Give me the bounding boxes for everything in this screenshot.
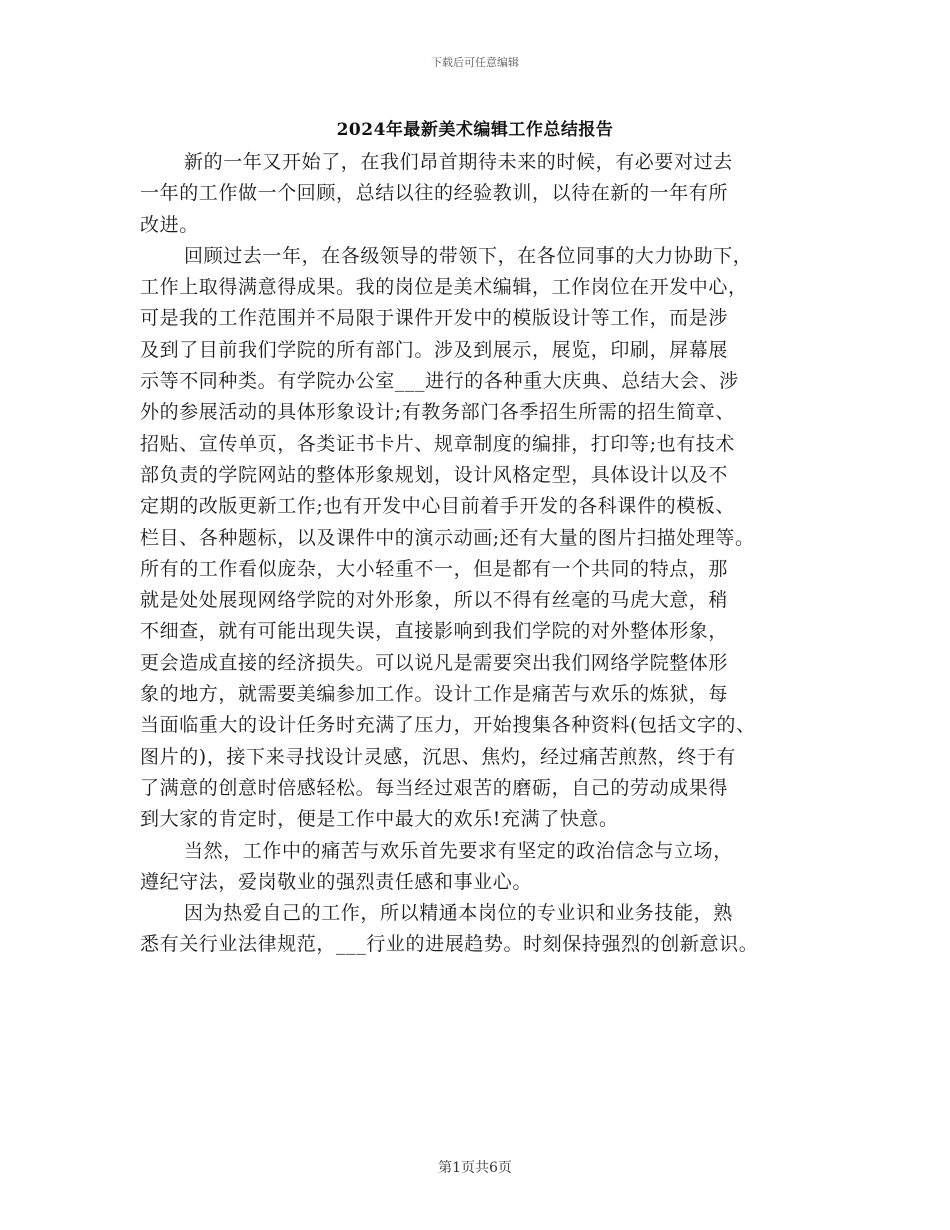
paragraph-line: 回顾过去一年，在各级领导的带领下，在各位同事的大力协助下， <box>184 244 753 267</box>
paragraph-line: 当然，工作中的痛苦与欢乐首先要求有坚定的政治信念与立场， <box>184 839 733 862</box>
paragraph-line: 外的参展活动的具体形象设计;有教务部门各季招生所需的招生简章、 <box>140 401 736 424</box>
paragraph-line: 一年的工作做一个回顾，总结以往的经验教训，以待在新的一年有所 <box>140 182 729 205</box>
paragraph-line: 到大家的肯定时，便是工作中最大的欢乐!充满了快意。 <box>140 808 619 831</box>
paragraph-line: 定期的改版更新工作;也有开发中心目前着手开发的各科课件的模板、 <box>140 495 736 518</box>
document-title: 2024年最新美术编辑工作总结报告 <box>336 120 614 140</box>
paragraph-line: 改进。 <box>140 213 199 236</box>
paragraph-line: 悉有关行业法律规范，___行业的进展趋势。时刻保持强烈的创新意识。 <box>140 933 759 956</box>
paragraph-line: 新的一年又开始了，在我们昂首期待未来的时候，有必要对过去 <box>184 151 733 173</box>
paragraph-line: 不细查，就有可能出现失误，直接影响到我们学院的对外整体形象， <box>140 620 729 643</box>
paragraph-line: 当面临重大的设计任务时充满了压力，开始搜集各种资料(包括文字的、 <box>140 714 756 737</box>
paragraph-line: 了满意的创意时倍感轻松。每当经过艰苦的磨砺，自己的劳动成果得 <box>140 776 729 799</box>
paragraph-line: 工作上取得满意得成果。我的岗位是美术编辑，工作岗位在开发中心， <box>140 276 748 299</box>
paragraph-line: 所有的工作看似庞杂，大小轻重不一，但是都有一个共同的特点，那 <box>140 557 729 580</box>
paragraph-line: 就是处处展现网络学院的对外形象，所以不得有丝毫的马虎大意，稍 <box>140 589 729 612</box>
paragraph-line: 图片的)，接下来寻找设计灵感，沉思、焦灼，经过痛苦煎熬，终于有 <box>140 745 737 768</box>
header-note: 下载后可任意编辑 <box>431 56 519 69</box>
paragraph-line: 遵纪守法，爱岗敬业的强烈责任感和事业心。 <box>140 870 533 893</box>
paragraph-line: 因为热爱自己的工作，所以精通本岗位的专业识和业务技能，熟 <box>184 902 733 925</box>
paragraph-line: 栏目、各种题标，以及课件中的演示动画;还有大量的图片扫描处理等。 <box>140 526 755 549</box>
paragraph-line: 示等不同种类。有学院办公室___进行的各种重大庆典、总结大会、涉 <box>140 370 739 393</box>
paragraph-line: 可是我的工作范围并不局限于课件开发中的模版设计等工作，而是涉 <box>140 307 729 330</box>
paragraph-line: 部负责的学院网站的整体形象规划，设计风格定型，具体设计以及不 <box>140 463 729 486</box>
paragraph-line: 象的地方，就需要美编参加工作。设计工作是痛苦与欢乐的炼狱，每 <box>140 683 729 706</box>
paragraph-line: 招贴、宣传单页，各类证书卡片、规章制度的编排，打印等;也有技术 <box>140 432 736 455</box>
paragraph-line: 更会造成直接的经济损失。可以说凡是需要突出我们网络学院整体形 <box>140 651 729 674</box>
paragraph-line: 及到了目前我们学院的所有部门。涉及到展示，展览，印刷，屏幕展 <box>140 338 729 361</box>
document-body <box>140 147 830 961</box>
page-number: 第1页共6页 <box>438 1160 512 1176</box>
